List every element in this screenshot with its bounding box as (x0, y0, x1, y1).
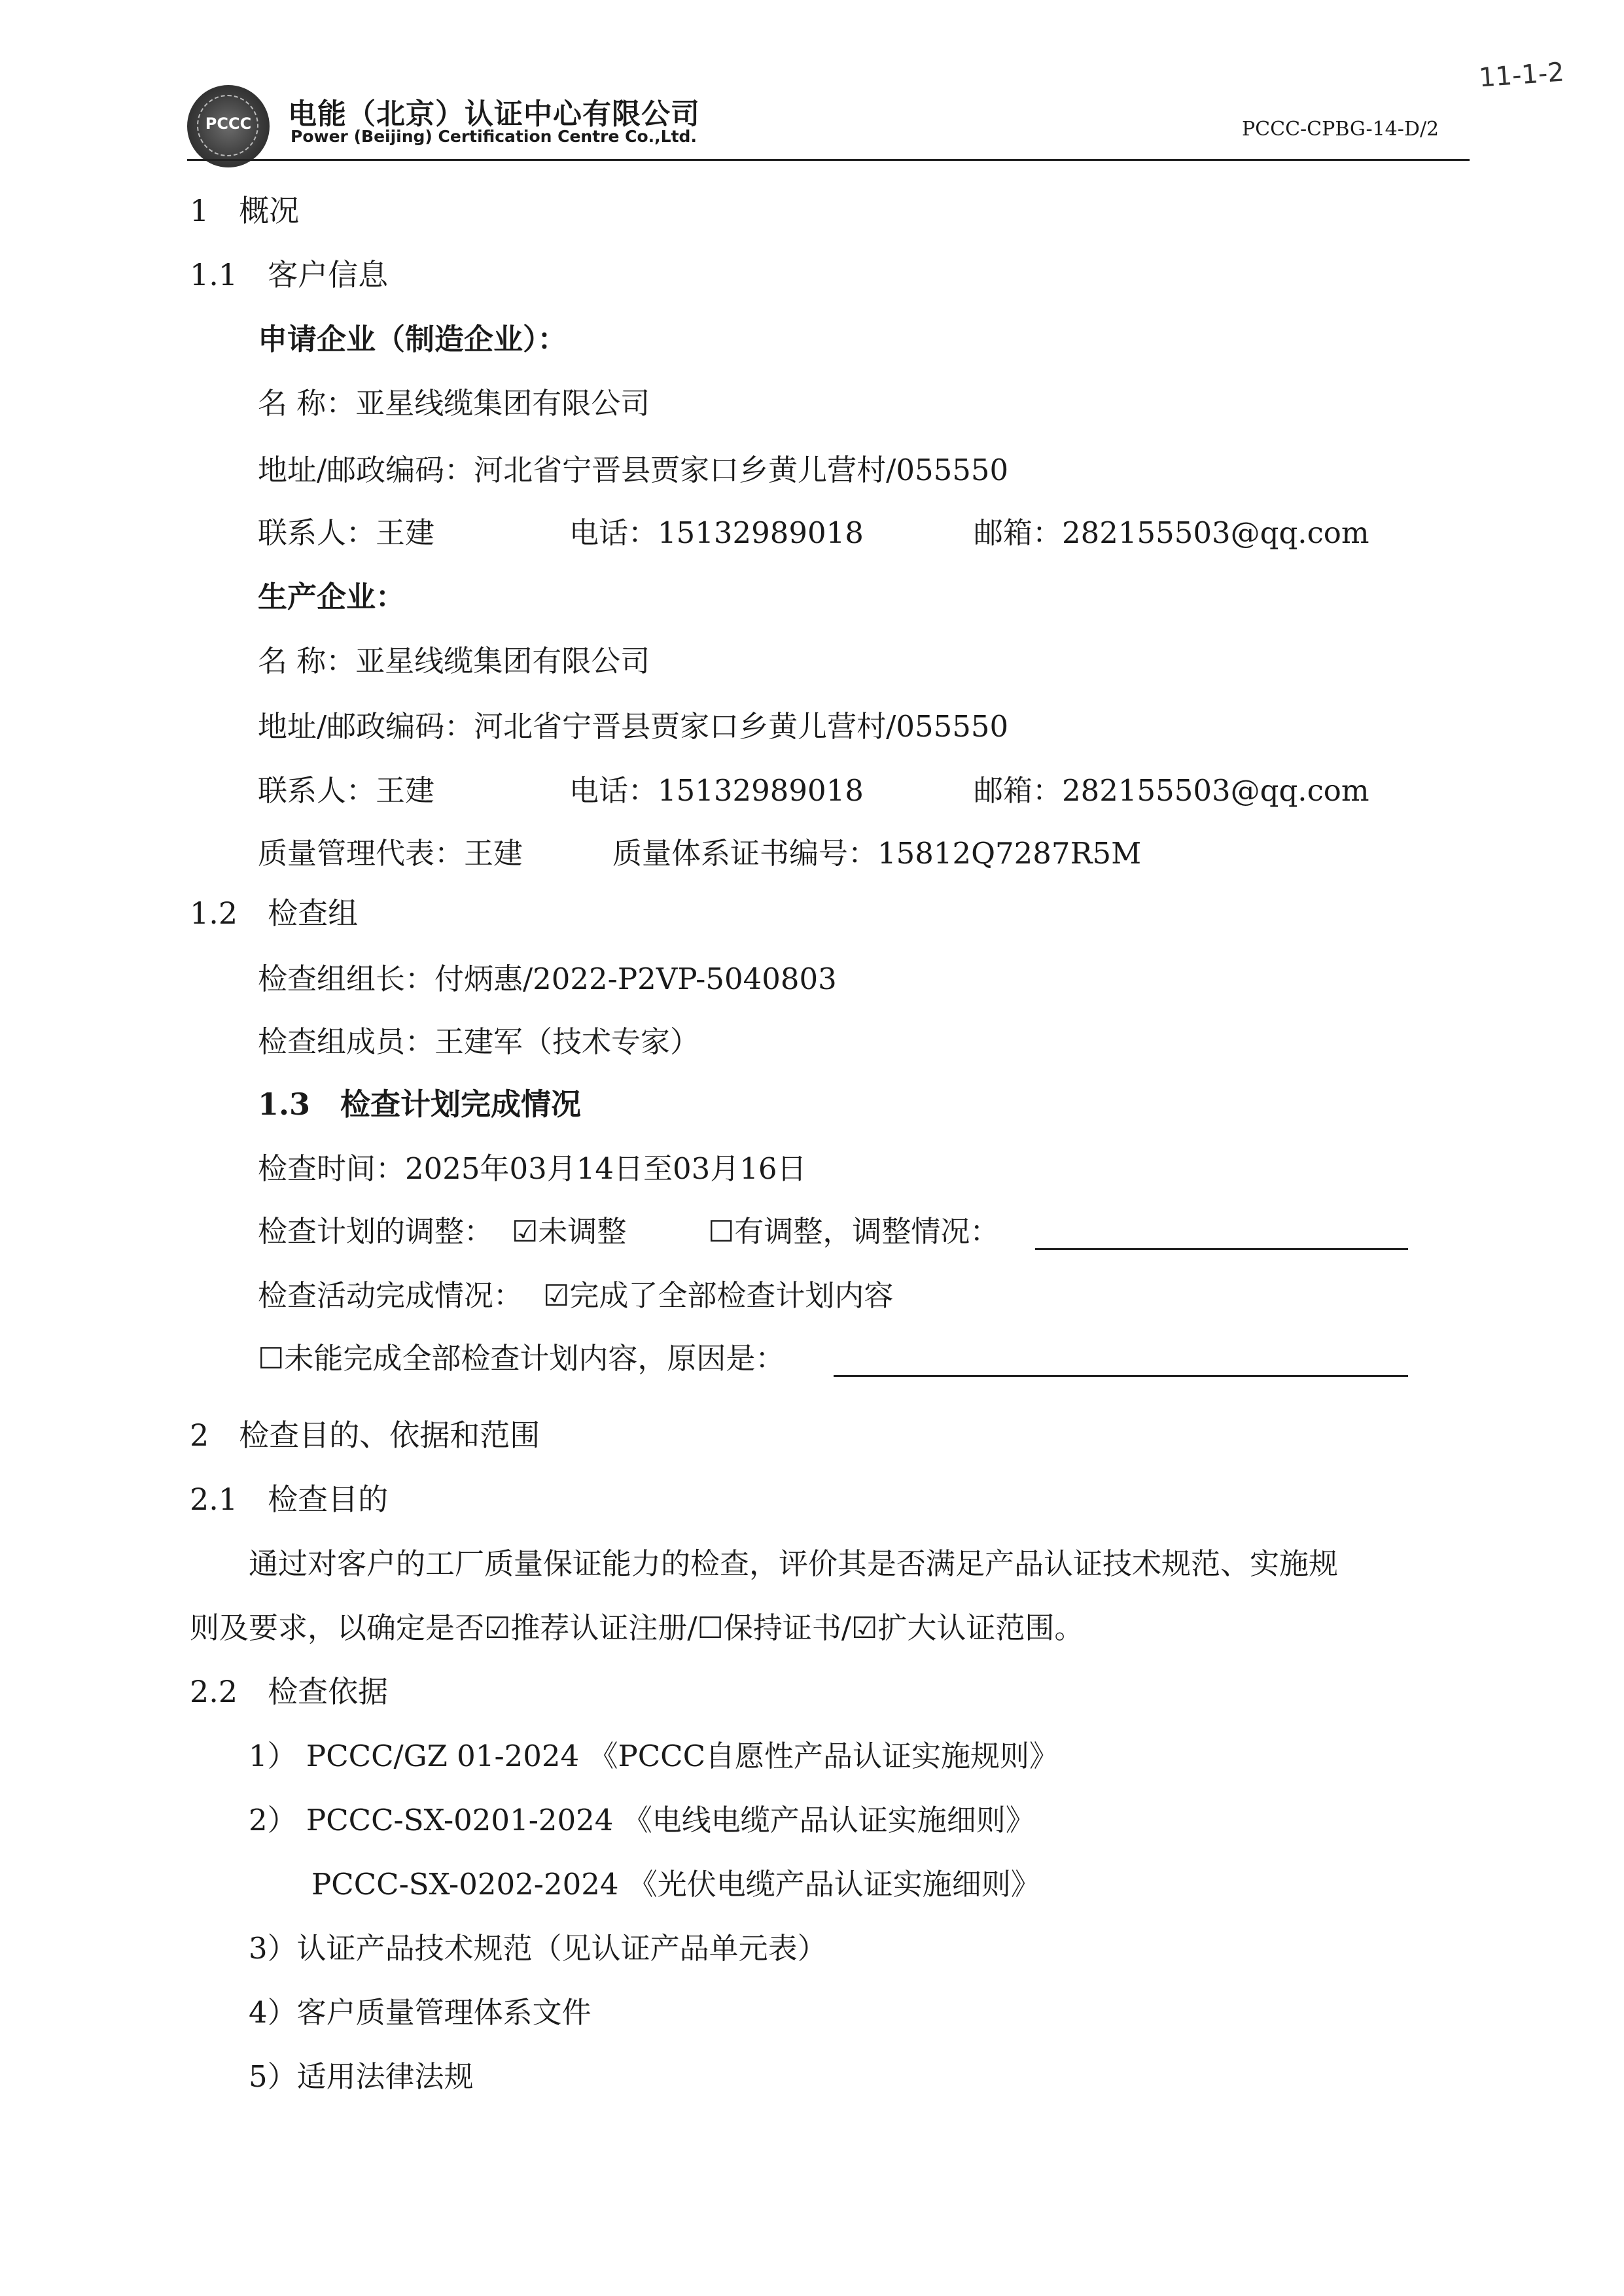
document-code: PCCC-CPBG-14-D/2 (1242, 118, 1439, 141)
header-rule (187, 159, 1470, 161)
section-1-3-title: 1.3 检查计划完成情况 (258, 1087, 582, 1122)
basis-item: 2） PCCC-SX-0201-2024 《电线电缆产品认证实施细则》 (249, 1803, 1035, 1837)
applicant-address: 地址/邮政编码：河北省宁晋县贾家口乡黄儿营村/055550 (258, 453, 1009, 487)
producer-heading: 生产企业： (258, 580, 406, 614)
producer-name: 名 称：亚星线缆集团有限公司 (258, 644, 650, 678)
logo-text: PCCC (205, 114, 252, 133)
section-2-title: 2 检查目的、依据和范围 (190, 1418, 540, 1453)
applicant-contact: 联系人：王建 (258, 515, 435, 550)
company-name-cn: 电能（北京）认证中心有限公司 (288, 97, 700, 131)
producer-email: 邮箱：282155503@qq.com (974, 773, 1369, 808)
producer-contact: 联系人：王建 (258, 773, 435, 808)
quality-management-representative: 质量管理代表：王建 (258, 836, 523, 871)
producer-phone: 电话：15132989018 (569, 773, 864, 808)
section-1-2-title: 1.2 检查组 (190, 896, 359, 931)
basis-item: PCCC-SX-0202-2024 《光伏电缆产品认证实施细则》 (311, 1867, 1040, 1902)
section-1-title: 1 概况 (190, 193, 300, 228)
qms-certificate-number: 质量体系证书编号：15812Q7287R5M (612, 836, 1142, 871)
activity-completed-checkbox[interactable]: ☑完成了全部检查计划内容 (543, 1278, 894, 1313)
section-2-2-title: 2.2 检查依据 (190, 1674, 389, 1709)
producer-address: 地址/邮政编码：河北省宁晋县贾家口乡黄儿营村/055550 (258, 709, 1009, 744)
applicant-name: 名 称：亚星线缆集团有限公司 (258, 386, 650, 421)
adjustment-details-blank[interactable] (1035, 1248, 1408, 1250)
basis-item: 5）适用法律法规 (249, 2059, 474, 2094)
handwritten-note: 11-1-2 (1477, 57, 1566, 94)
company-logo (187, 85, 270, 167)
purpose-line-1: 通过对客户的工厂质量保证能力的检查，评价其是否满足产品认证技术规范、实施规 (249, 1546, 1339, 1581)
not-completed-reason-blank[interactable] (834, 1375, 1408, 1377)
inspection-team-members: 检查组成员：王建军（技术专家） (258, 1024, 700, 1059)
applicant-phone: 电话：15132989018 (569, 515, 864, 550)
activity-completion-label: 检查活动完成情况： (258, 1278, 523, 1313)
inspection-time: 检查时间：2025年03月14日至03月16日 (258, 1151, 807, 1186)
plan-adjusted-checkbox[interactable]: ☐有调整，调整情况： (708, 1214, 1000, 1249)
inspection-team-leader: 检查组组长：付炳惠/2022-P2VP-5040803 (258, 962, 837, 996)
activity-not-completed-checkbox[interactable]: ☐未能完成全部检查计划内容，原因是： (258, 1341, 785, 1376)
applicant-email: 邮箱：282155503@qq.com (974, 515, 1369, 550)
purpose-line-2: 则及要求，以确定是否☑推荐认证注册/☐保持证书/☑扩大认证范围。 (190, 1610, 1084, 1645)
plan-not-adjusted-checkbox[interactable]: ☑未调整 (512, 1214, 627, 1249)
section-2-1-title: 2.1 检查目的 (190, 1482, 389, 1517)
basis-item: 4）客户质量管理体系文件 (249, 1995, 591, 2030)
basis-item: 3）认证产品技术规范（见认证产品单元表） (249, 1931, 827, 1966)
applicant-heading: 申请企业（制造企业）： (258, 322, 567, 357)
plan-adjustment-label: 检查计划的调整： (258, 1214, 494, 1249)
company-name-en: Power (Beijing) Certification Centre Co.,Ltd. (291, 127, 697, 146)
basis-item: 1） PCCC/GZ 01-2024 《PCCC自愿性产品认证实施规则》 (249, 1739, 1059, 1773)
section-1-1-title: 1.1 客户信息 (190, 257, 389, 292)
